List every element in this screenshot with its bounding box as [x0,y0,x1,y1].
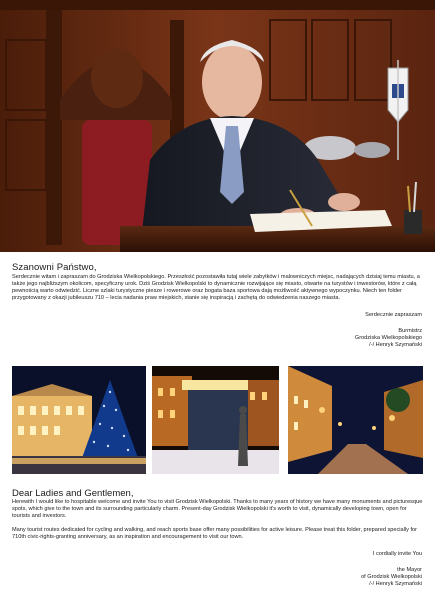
letter-body-polish: Serdecznie witam i zapraszam do Grodziska Wielkopolskiego. Przeszłość pozostawiła tutaj wiele zabytków i malowniczych miejsc, nadających dzisiaj temu miastu, a także jego najbliższym okolicom, specyficzny urok. Dziś Grodzisk Wielkopolski to dynamicznie rozwijające się miasto, otwarte na turystów i inwestorów, które z całą pewnością warto odwiedzić. Liczne szlaki turystyczne piesze i rowerowe oraz bogata baza sportowa dają możliwość aktywnego wypoczynku. Niech ten folder przygotowany z okazji jubileuszu 710 – lecia nadania praw miejskich, stanie się inspiracją i zachętą do odwiedzenia naszego miasta. [12,274,420,302]
illuminated-square-statue-photo [152,366,279,474]
signature-name-english: /-/ Henryk Szymański [369,581,422,588]
closing-english: I cordially invite You [372,551,422,557]
signature-town-english: of Grodzisk Wielkopolski [361,574,422,581]
paragraph-1-english: Herewith I would like to hospitable welcome and invite You to visit Grodzisk Wielkopolski. Thanks to many years of history we have many monuments and picturesque spots, which give to the town and its surrounding particularly charm. Present-day Grodzisk Wielkopolski it's worth to visit, dynamically developing town, open for tourists and investors. [12,499,423,520]
letter-body-english [12,499,425,547]
mayor-portrait-photo [0,0,435,252]
signature-block-polish [355,312,422,349]
signature-title-polish: Burmistrz [398,328,422,335]
closing-polish: Serdecznie zapraszam [365,312,422,318]
signature-block-english [361,551,422,588]
town-hall-christmas-tree-photo [12,366,146,474]
greeting-english: Dear Ladies and Gentlemen, [12,488,134,499]
lit-street-night-photo [288,366,423,474]
photo-strip [12,366,423,474]
greeting-polish: Szanowni Państwo, [12,262,97,273]
signature-town-polish: Grodziska Wielkopolskiego [354,335,422,342]
signature-title-english: the Mayor [397,567,422,574]
signature-name-polish: /-/ Henryk Szymański [369,342,422,349]
paragraph-2-english: Many tourist routes dedicated for cycling and walking, and reach sports base offer many possibilities for active leisure. Please treat this folder, prepared specially for 710th civic-rights-granting anniversary, as an inspiration and encouragement to visit our town. [12,526,418,540]
